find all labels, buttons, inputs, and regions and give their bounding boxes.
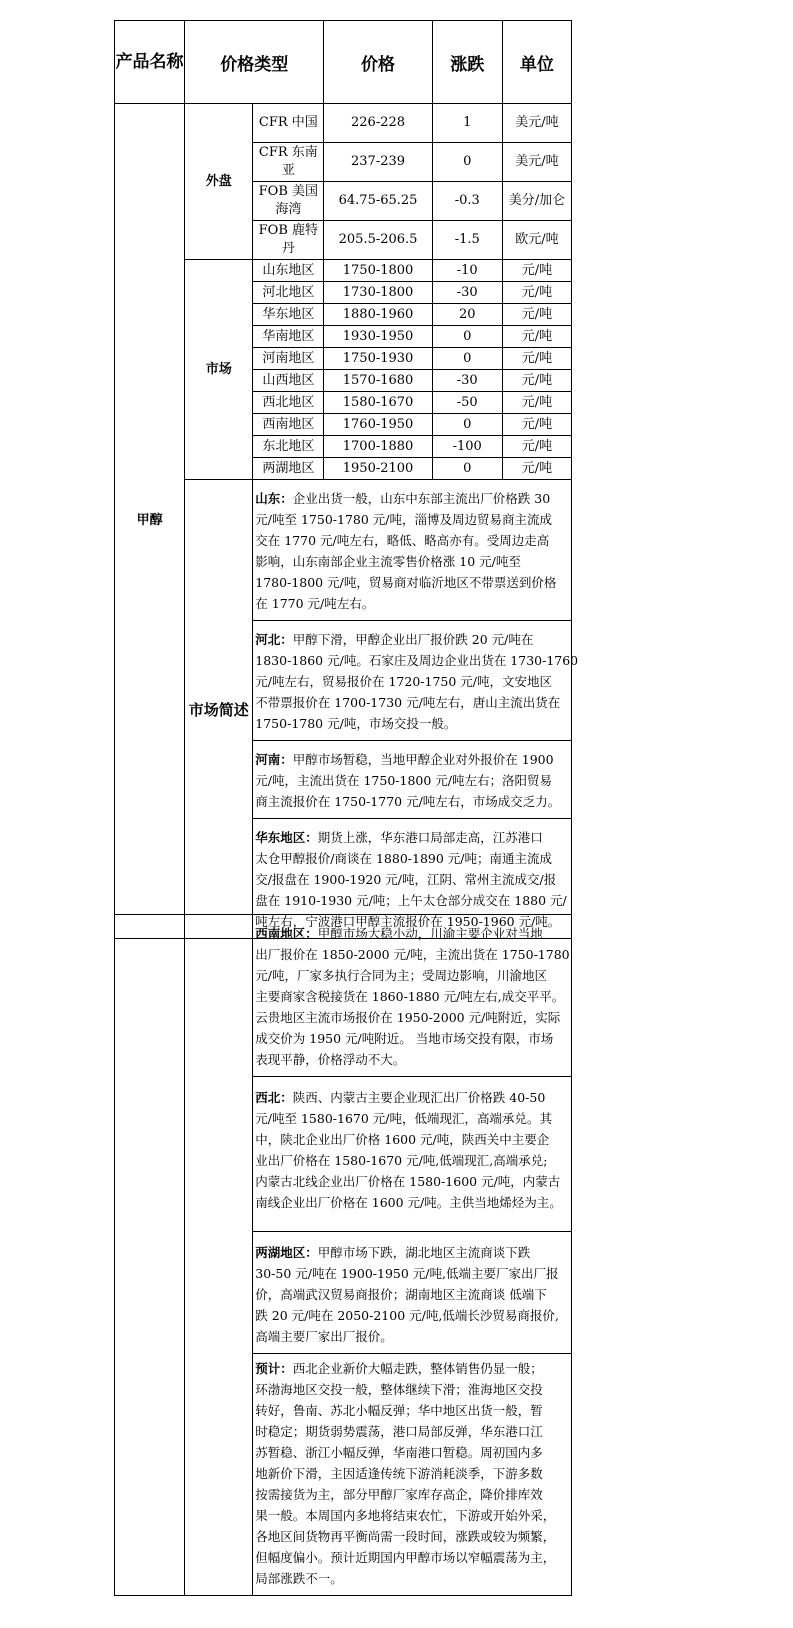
header-row xyxy=(115,21,572,104)
note-title: 山东： xyxy=(255,491,293,506)
price-value: 1580-1670 xyxy=(324,392,432,414)
note-line: 交/报盘在 1900-1920 元/吨，江阴、常州主流成交/报 xyxy=(255,872,557,887)
table-row xyxy=(115,104,572,143)
price-unit: 美元/吨 xyxy=(502,143,571,182)
price-unit: 欧元/吨 xyxy=(502,221,571,260)
price-change: -0.3 xyxy=(432,182,502,221)
note-line: 河北：甲醇下滑，甲醇企业出厂报价跌 20 元/吨在 xyxy=(255,632,534,647)
region-name: 河南地区 xyxy=(253,348,324,370)
price-type-label: CFR 中国 xyxy=(253,104,324,143)
note-title: 西北： xyxy=(255,1090,293,1105)
note-line: 局部涨跌不一。 xyxy=(255,1571,343,1586)
note-line: 河南：甲醇市场暂稳，当地甲醇企业对外报价在 1900 xyxy=(255,752,554,767)
price-change: -50 xyxy=(432,392,502,414)
note-line: 主要商家含税接货在 1860-1880 元/吨左右,成交平平。 xyxy=(255,989,565,1004)
price-change: -1.5 xyxy=(432,221,502,260)
note-line: 环渤海地区交投一般，整体继续下滑；淮海地区交投 xyxy=(255,1382,543,1397)
note-xibei xyxy=(253,1077,572,1232)
price-unit: 元/吨 xyxy=(502,326,571,348)
note-line: 按需接货为主，部分甲醇厂家库存高企，降价排库效 xyxy=(255,1487,543,1502)
price-unit: 美分/加仑 xyxy=(502,182,571,221)
note-line: 预计：西北企业新价大幅走跌，整体销售仍显一般； xyxy=(255,1361,543,1376)
header-price: 价格 xyxy=(324,21,432,104)
header-change: 涨跌 xyxy=(432,21,502,104)
price-change: 0 xyxy=(432,348,502,370)
note-line: 元/吨，厂家多执行合同为主；受周边影响，川渝地区 xyxy=(255,968,547,983)
region-name: 山东地区 xyxy=(253,260,324,282)
note-line: 不带票报价在 1700-1730 元/吨左右，唐山主流出货在 xyxy=(255,695,561,710)
price-value: 1750-1800 xyxy=(324,260,432,282)
group-external: 外盘 xyxy=(185,104,253,260)
note-line: 1830-1860 元/吨。石家庄及周边企业出货在 1730-1760 xyxy=(255,653,579,668)
note-line: 商主流报价在 1750-1770 元/吨左右，市场成交乏力。 xyxy=(255,794,561,809)
note-title: 华东地区： xyxy=(255,830,318,845)
price-unit: 元/吨 xyxy=(502,282,571,304)
note-line: 业出厂价格在 1580-1670 元/吨,低端现汇,高端承兑; xyxy=(255,1153,548,1168)
price-unit: 元/吨 xyxy=(502,304,571,326)
price-type-label: CFR 东南亚 xyxy=(253,143,324,182)
region-name: 山西地区 xyxy=(253,370,324,392)
price-value: 226-228 xyxy=(324,104,432,143)
note-line: 1780-1800 元/吨，贸易商对临沂地区不带票送到价格 xyxy=(255,575,557,590)
empty-type-cell xyxy=(185,915,253,1596)
note-line: 苏暂稳、浙江小幅反弹，华南港口暂稳。周初国内多 xyxy=(255,1445,543,1460)
group-summary: 市场简述 xyxy=(185,480,253,939)
price-unit: 元/吨 xyxy=(502,436,571,458)
price-value: 1730-1800 xyxy=(324,282,432,304)
price-unit: 元/吨 xyxy=(502,348,571,370)
header-unit: 单位 xyxy=(502,21,571,104)
price-value: 1950-2100 xyxy=(324,458,432,480)
price-value: 205.5-206.5 xyxy=(324,221,432,260)
note-line: 盘在 1910-1930 元/吨；上午太仓部分成交在 1880 元/ xyxy=(255,893,567,908)
note-xinan xyxy=(253,915,572,1077)
price-type-label: FOB 美国海湾 xyxy=(253,182,324,221)
note-line: 云贵地区主流市场报价在 1950-2000 元/吨附近，实际 xyxy=(255,1010,561,1025)
note-line: 西北：陕西、内蒙古主要企业现汇出厂价格跌 40-50 xyxy=(255,1090,546,1105)
note-line: 价，高端武汉贸易商报价；湖南地区主流商谈 低端下 xyxy=(255,1287,547,1302)
price-value: 1700-1880 xyxy=(324,436,432,458)
empty-product-cell xyxy=(115,915,185,1596)
price-change: 0 xyxy=(432,143,502,182)
price-unit: 元/吨 xyxy=(502,458,571,480)
note-line: 30-50 元/吨在 1900-1950 元/吨,低端主要厂家出厂报 xyxy=(255,1266,559,1281)
note-line: 华东地区：期货上涨，华东港口局部走高，江苏港口 xyxy=(255,830,543,845)
price-change: -30 xyxy=(432,282,502,304)
price-type-label: FOB 鹿特丹 xyxy=(253,221,324,260)
region-name: 两湖地区 xyxy=(253,458,324,480)
note-title: 河南： xyxy=(255,752,293,767)
note-line: 山东：企业出货一般，山东中东部主流出厂价格跌 30 xyxy=(255,491,551,506)
note-line: 但幅度偏小。预计近期国内甲醇市场以窄幅震荡为主， xyxy=(255,1550,556,1565)
price-unit: 元/吨 xyxy=(502,370,571,392)
price-value: 1750-1930 xyxy=(324,348,432,370)
note-hebei xyxy=(253,621,579,741)
note-line: 转好，鲁南、苏北小幅反弹；华中地区出货一般，暂 xyxy=(255,1403,543,1418)
note-line: 表现平静，价格浮动不大。 xyxy=(255,1052,406,1067)
note-line: 两湖地区：甲醇市场下跌，湖北地区主流商谈下跌 xyxy=(255,1245,531,1260)
price-change: 20 xyxy=(432,304,502,326)
note-shandong xyxy=(253,480,572,621)
region-name: 东北地区 xyxy=(253,436,324,458)
region-name: 西北地区 xyxy=(253,392,324,414)
price-unit: 美元/吨 xyxy=(502,104,571,143)
price-value: 237-239 xyxy=(324,143,432,182)
price-change: -100 xyxy=(432,436,502,458)
note-title: 预计： xyxy=(255,1361,293,1376)
methanol-price-table xyxy=(114,20,579,939)
header-price-type: 价格类型 xyxy=(185,21,324,104)
note-line: 太仓甲醇报价/商谈在 1880-1890 元/吨；南通主流成 xyxy=(255,851,552,866)
price-value: 1930-1950 xyxy=(324,326,432,348)
region-name: 华东地区 xyxy=(253,304,324,326)
region-name: 华南地区 xyxy=(253,326,324,348)
product-name: 甲醇 xyxy=(115,104,185,939)
note-forecast xyxy=(253,1354,572,1596)
note-lianghu xyxy=(253,1232,572,1354)
group-market: 市场 xyxy=(185,260,253,480)
price-change: -30 xyxy=(432,370,502,392)
price-unit: 元/吨 xyxy=(502,414,571,436)
price-value: 1760-1950 xyxy=(324,414,432,436)
price-value: 1880-1960 xyxy=(324,304,432,326)
region-name: 河北地区 xyxy=(253,282,324,304)
note-line: 成交价为 1950 元/吨附近。 当地市场交投有限，市场 xyxy=(255,1031,554,1046)
header-product: 产品名称 xyxy=(115,21,185,104)
note-line: 在 1770 元/吨左右。 xyxy=(255,596,375,611)
note-line: 元/吨，主流出货在 1750-1800 元/吨左右；洛阳贸易 xyxy=(255,773,552,788)
methanol-summary-continued xyxy=(114,914,572,1596)
note-title: 西南地区： xyxy=(255,926,318,941)
note-title: 河北： xyxy=(255,632,293,647)
note-line: 时稳定；期货弱势震荡，港口局部反弹，华东港口江 xyxy=(255,1424,543,1439)
note-line: 吨左右，宁波港口甲醇主流报价在 1950-1960 元/吨。 xyxy=(255,914,561,929)
note-henan xyxy=(253,741,572,819)
note-line: 地新价下滑，主因适逢传统下游消耗淡季，下游多数 xyxy=(255,1466,543,1481)
note-line: 跌 20 元/吨在 2050-2100 元/吨,低端长沙贸易商报价, xyxy=(255,1308,559,1323)
price-unit: 元/吨 xyxy=(502,260,571,282)
price-change: -10 xyxy=(432,260,502,282)
note-line: 影响，山东南部企业主流零售价格涨 10 元/吨至 xyxy=(255,554,521,569)
price-value: 1570-1680 xyxy=(324,370,432,392)
note-line: 元/吨至 1580-1670 元/吨，低端现汇，高端承兑。其 xyxy=(255,1111,552,1126)
note-line: 中，陕北企业出厂价格 1600 元/吨，陕西关中主要企 xyxy=(255,1132,550,1147)
note-line: 内蒙古北线企业出厂价格在 1580-1600 元/吨，内蒙古 xyxy=(255,1174,561,1189)
price-change: 0 xyxy=(432,414,502,436)
price-value: 64.75-65.25 xyxy=(324,182,432,221)
price-unit: 元/吨 xyxy=(502,392,571,414)
price-change: 1 xyxy=(432,104,502,143)
note-line: 西南地区：甲醇市场大稳小动，川渝主要企业对当地 xyxy=(255,926,543,941)
note-line: 元/吨至 1750-1780 元/吨，淄博及周边贸易商主流成 xyxy=(255,512,552,527)
price-change: 0 xyxy=(432,326,502,348)
note-line: 出厂报价在 1850-2000 元/吨，主流出货在 1750-1780 xyxy=(255,947,570,962)
note-title: 两湖地区： xyxy=(255,1245,318,1260)
note-line: 南线企业出厂价格在 1600 元/吨。主供当地烯烃为主。 xyxy=(255,1195,562,1210)
price-change: 0 xyxy=(432,458,502,480)
note-line: 果一般。本周国内多地将结束农忙，下游或开始外采， xyxy=(255,1508,556,1523)
note-line: 高端主要厂家出厂报价。 xyxy=(255,1329,393,1344)
note-line: 元/吨左右，贸易报价在 1720-1750 元/吨，文安地区 xyxy=(255,674,552,689)
note-line: 1750-1780 元/吨，市场交投一般。 xyxy=(255,716,457,731)
region-name: 西南地区 xyxy=(253,414,324,436)
note-line: 各地区间货物再平衡尚需一段时间，涨跌或较为频繁， xyxy=(255,1529,556,1544)
table-row xyxy=(115,915,572,1077)
note-line: 交在 1770 元/吨左右，略低、略高亦有。受周边走高 xyxy=(255,533,550,548)
